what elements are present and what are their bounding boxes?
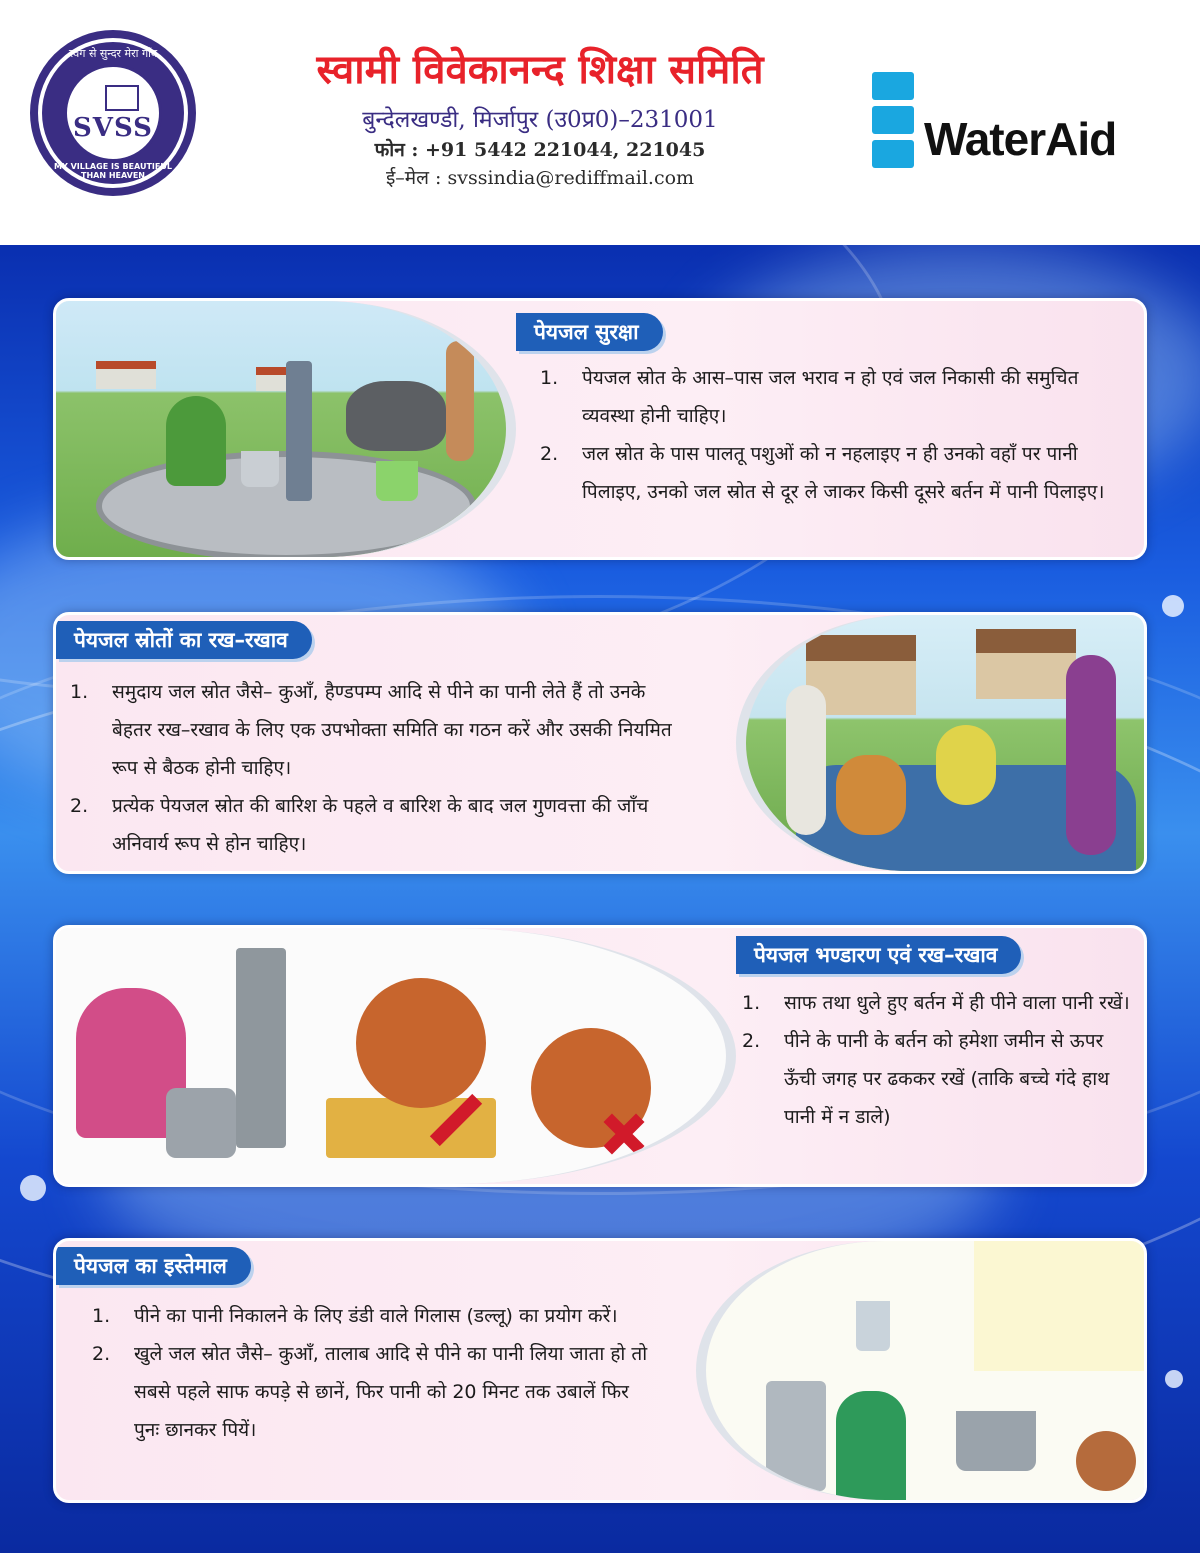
svss-logo <box>30 30 196 196</box>
logo-inner <box>64 64 162 162</box>
illustration-water-usage <box>696 1241 1147 1500</box>
section-title-usage: पेयजल का इस्तेमाल <box>56 1247 251 1285</box>
section-panel-usage <box>53 1238 1147 1503</box>
list-item: 2. पीने के पानी के बर्तन को हमेशा जमीन से ऊपर ऊँची जगह पर ढककर रखें (ताकि बच्चे गंदे हाथ पानी में न डाले) <box>742 1030 1110 1128</box>
list-item: 1. साफ तथा धुले हुए बर्तन में ही पीने वाला पानी रखें। <box>742 992 1130 1014</box>
section-list-storage <box>742 984 1132 1136</box>
section-list-usage <box>92 1297 652 1449</box>
logo-top-text: स्वंग से सुन्दर मेरा गाँव <box>68 47 158 60</box>
org-phone: फोन : +91 5442 221044, 221045 <box>374 139 706 161</box>
logo-ring <box>42 42 184 184</box>
illustration-community-meeting <box>736 615 1147 871</box>
section-panel-safety <box>53 298 1147 560</box>
list-item: 1. पेयजल स्रोत के आस–पास जल भराव न हो एवं जल निकासी की समुचित व्यवस्था होनी चाहिए। <box>540 367 1079 427</box>
org-email: ई–मेल : svssindia@rediffmail.com <box>385 167 695 189</box>
list-item: 2. खुले जल स्रोत जैसे– कुआँ, तालाब आदि से पीने का पानी लिया जाता हो तो सबसे पहले साफ कपड़े से छानें, फिर पानी को 20 मिनट तक उबालें फिर पुनः छानकर पियें। <box>92 1343 648 1441</box>
section-title-storage: पेयजल भण्डारण एवं रख–रखाव <box>736 936 1021 974</box>
logo-bottom-text: MY VILLAGE IS BEAUTIFUL THAN HEAVEN <box>54 162 172 180</box>
org-address: बुन्देलखण्डी, मिर्जापुर (उ0प्र0)–231001 <box>362 107 718 133</box>
section-title-maintenance: पेयजल स्रोतों का रख–रखाव <box>56 621 312 659</box>
wateraid-wordmark: WaterAid <box>924 113 1117 165</box>
wateraid-mark-icon <box>872 72 914 168</box>
illustration-handpump-village <box>56 301 516 557</box>
section-panel-storage <box>53 925 1147 1187</box>
section-list-safety <box>540 359 1130 511</box>
list-item: 2. प्रत्येक पेयजल स्रोत की बारिश के पहले व बारिश के बाद जल गुणवत्ता की जाँच अनिवार्य रूप से होन चाहिए। <box>70 795 649 855</box>
list-item: 1. पीने का पानी निकालने के लिए डंडी वाले गिलास (डल्लू) का प्रयोग करें। <box>92 1305 618 1327</box>
list-item: 2. जल स्रोत के पास पालतू पशुओं को न नहलाइए न ही उनको वहाँ पर पानी पिलाइए, उनको जल स्रोत से दूर ले जाकर किसी दूसरे बर्तन में पानी पिलाइए। <box>540 443 1105 503</box>
house-icon <box>105 85 139 111</box>
wateraid-logo <box>872 72 1182 172</box>
section-title-safety: पेयजल सुरक्षा <box>516 313 663 351</box>
header <box>0 0 1200 245</box>
illustration-water-storage <box>56 928 736 1184</box>
org-name: स्वामी विवेकानन्द शिक्षा समिति <box>316 47 764 93</box>
list-item: 1. समुदाय जल स्रोत जैसे– कुआँ, हैण्डपम्प आदि से पीने का पानी लेते हैं तो उनके बेहतर रख–रखाव के लिए एक उपभोक्ता समिति का गठन करें और उसकी नियमित रूप से बैठक होनी चाहिए। <box>70 681 672 779</box>
logo-monogram: SVSS <box>73 113 153 143</box>
section-list-maintenance <box>70 673 690 863</box>
section-panel-maintenance <box>53 612 1147 874</box>
